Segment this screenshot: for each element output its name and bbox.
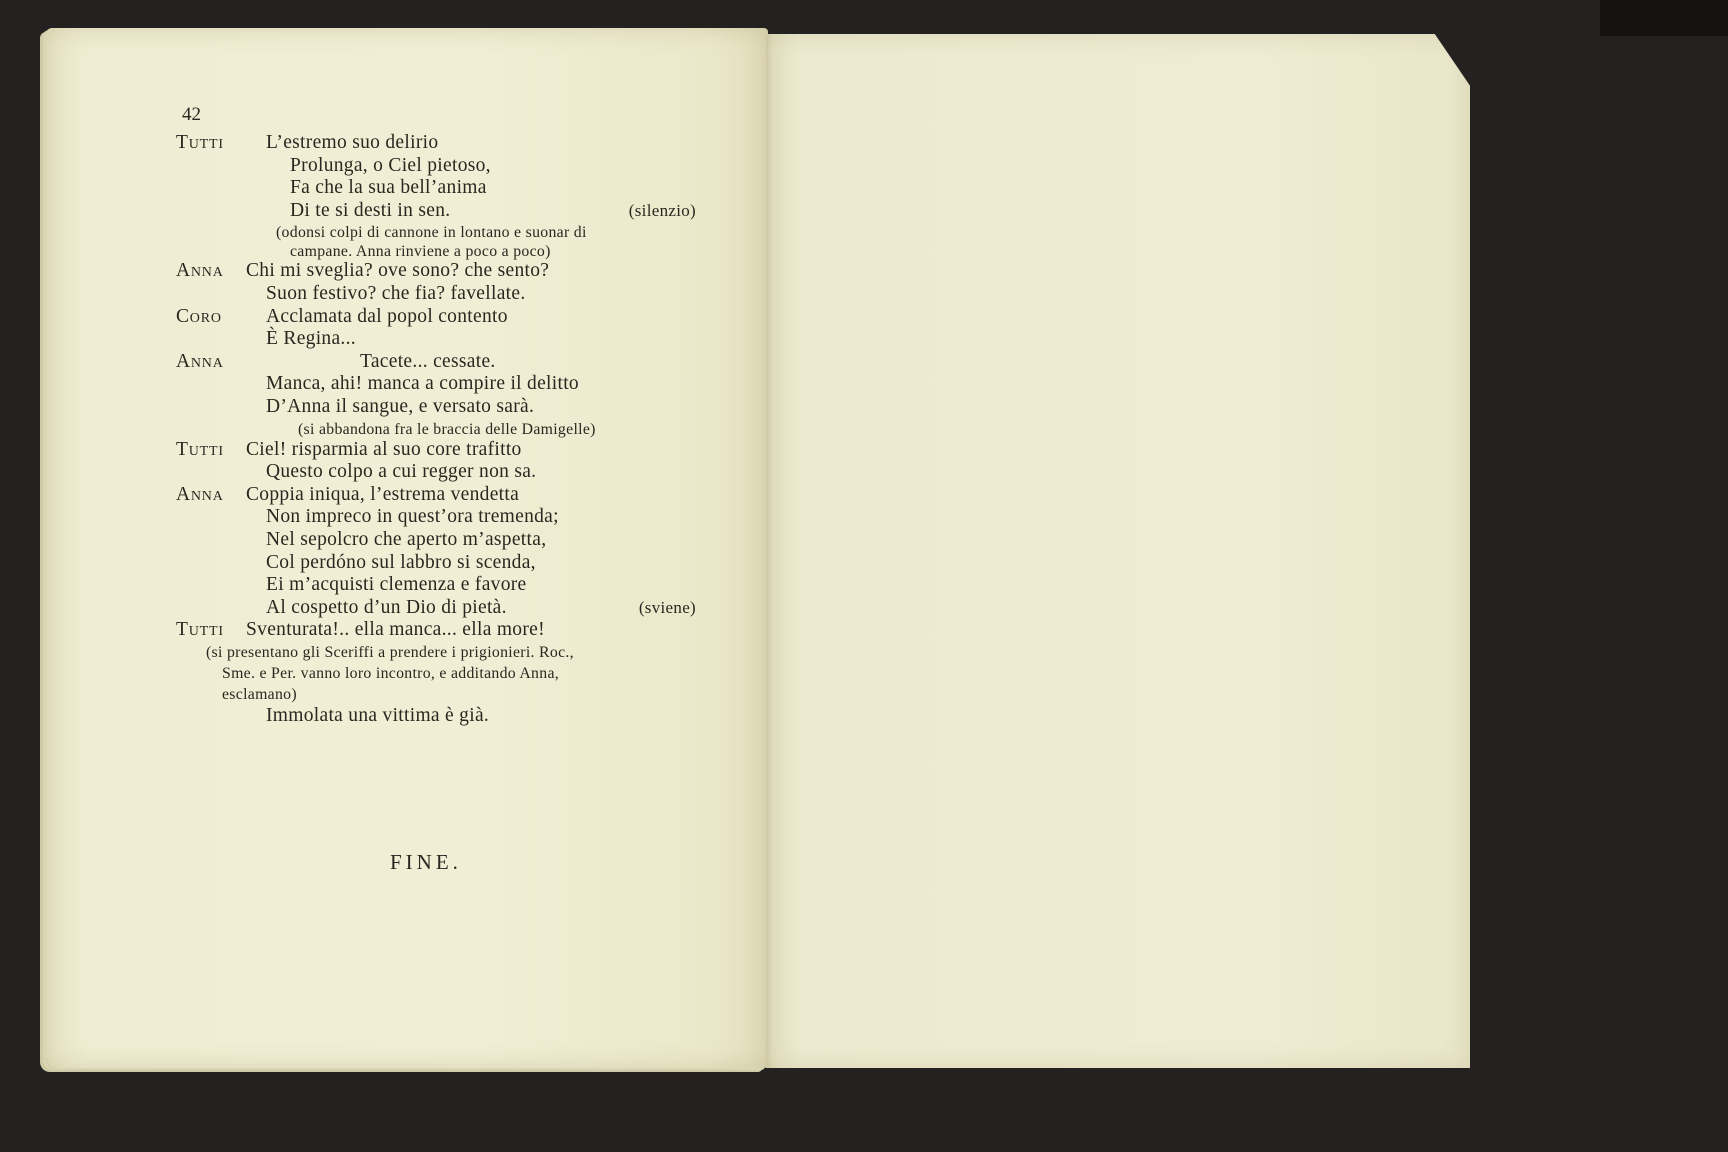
verse: Suon festivo? che fia? favellate.: [266, 282, 526, 304]
page-number: 42: [182, 104, 201, 125]
stage-direction: (silenzio): [628, 200, 696, 220]
verse: D’Anna il sangue, e versato sarà.: [266, 395, 535, 417]
text-line: [176, 663, 686, 684]
speaker-label: Anna: [176, 350, 224, 372]
verse: Al cospetto d’un Dio di pietà.: [266, 596, 507, 618]
verse: Non impreco in quest’ora tremenda;: [266, 506, 559, 528]
stage-direction: (si abbandona fra le braccia delle Damigelle): [298, 420, 596, 438]
verse: Ei m’acquisti clemenza e favore: [266, 574, 527, 596]
text-line: [176, 396, 686, 419]
verse: Chi mi sveglia? ove sono? che sento?: [246, 260, 550, 282]
text-line: [176, 132, 686, 155]
text-line: [176, 642, 686, 663]
verse: Immolata una vittima è già.: [266, 704, 490, 726]
verse: Questo colpo a cui regger non sa.: [266, 461, 537, 483]
verse: Ciel! risparmia al suo core trafitto: [246, 438, 522, 460]
viewer-corner-tab: [1600, 0, 1728, 36]
text-line: [176, 619, 686, 642]
verse: Manca, ahi! manca a compire il delitto: [266, 373, 579, 395]
text-line: [176, 552, 686, 575]
stage-direction: campane. Anna rinviene a poco a poco): [290, 243, 551, 261]
text-line: [176, 596, 696, 620]
verse: Di te si desti in sen.: [290, 199, 451, 221]
text-line: [176, 419, 686, 439]
verse: Fa che la sua bell’anima: [290, 177, 487, 199]
verse: Col perdóno sul labbro si scenda,: [266, 551, 536, 573]
stage-direction: (sviene): [638, 597, 696, 617]
speaker-label: Coro: [176, 305, 222, 327]
speaker-label: Tutti: [176, 132, 224, 153]
text-line: [176, 461, 686, 484]
stage-direction: (si presentano gli Sceriffi a prendere i prigionieri. Roc.,: [206, 643, 574, 661]
verse: Prolunga, o Ciel pietoso,: [290, 154, 491, 176]
text-line: [176, 222, 686, 241]
stage-direction: esclamano): [222, 685, 297, 703]
text-line: [176, 705, 686, 728]
right-page-blank: [766, 34, 1470, 1068]
stage-direction: Sme. e Per. vanno loro incontro, e additando Anna,: [222, 664, 560, 682]
text-line: [176, 351, 686, 374]
verse: Tacete... cessate.: [360, 350, 496, 372]
verse: Sventurata!.. ella manca... ella more!: [246, 619, 545, 641]
verse: L’estremo suo delirio: [266, 132, 439, 153]
text-line: [176, 155, 686, 178]
verse: Acclamata dal popol contento: [266, 305, 508, 327]
stage-direction: (odonsi colpi di cannone in lontano e suonar di: [276, 224, 587, 242]
verse: Nel sepolcro che aperto m’aspetta,: [266, 528, 547, 550]
text-line: [176, 529, 686, 552]
text-line: [176, 506, 686, 529]
text-line: [176, 684, 686, 705]
speaker-label: Anna: [176, 260, 224, 282]
text-line: [176, 574, 686, 597]
text-line: [176, 177, 686, 200]
speaker-label: Anna: [176, 483, 224, 505]
text-line: [176, 439, 686, 462]
text-line: [176, 283, 686, 306]
speaker-label: Tutti: [176, 438, 224, 460]
text-line: [176, 373, 686, 396]
speaker-label: Tutti: [176, 619, 224, 641]
verse: Coppia iniqua, l’estrema vendetta: [246, 483, 520, 505]
text-line: [176, 260, 686, 283]
verse: È Regina...: [266, 328, 356, 350]
text-line: [176, 484, 686, 507]
libretto-text: [176, 132, 696, 727]
text-line: [176, 241, 686, 260]
text-line: [176, 328, 686, 351]
text-line: [176, 199, 696, 223]
fine-label: FINE.: [390, 850, 462, 874]
text-line: [176, 306, 686, 329]
